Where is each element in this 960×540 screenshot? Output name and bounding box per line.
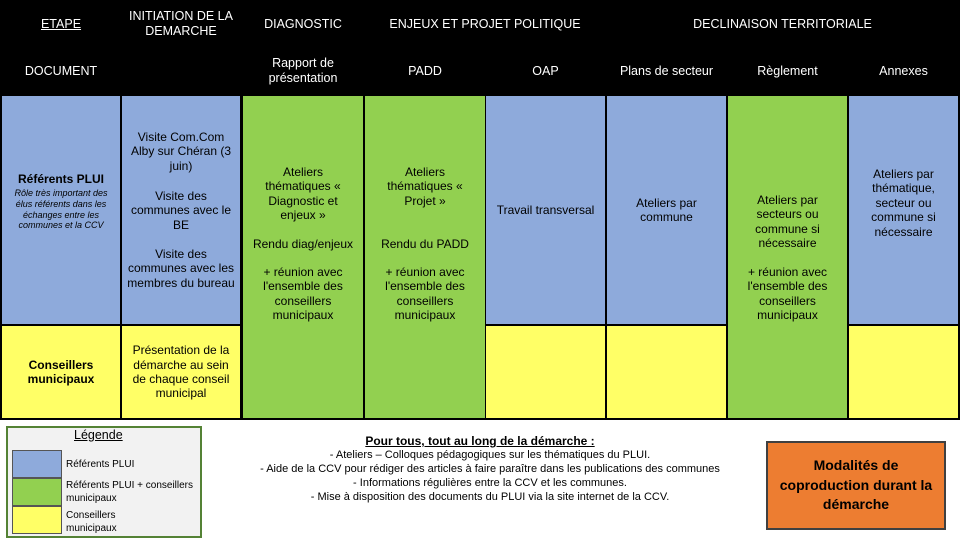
referents-row-label — [2, 96, 120, 324]
reglement-reunion: + réunion avec l'ensemble des conseillers municipaux — [747, 265, 828, 323]
annexes-text: Ateliers par thématique, secteur ou commune si nécessaire — [871, 167, 936, 239]
notes-title: Pour tous, tout au long de la démarche : — [365, 434, 595, 448]
oap-text: Travail transversal — [496, 203, 595, 217]
initiation-visit-2: Visite des communes avec le BE — [130, 189, 232, 232]
diagnostic-reunion: + réunion avec l'ensemble des conseillers municipaux — [263, 265, 343, 323]
document-plans — [607, 48, 726, 94]
document-label: DOCUMENT — [24, 63, 98, 78]
header-declinaison — [607, 2, 958, 46]
document-row-label — [2, 48, 120, 94]
conseillers-plans-cell — [607, 326, 726, 418]
legend-label-referents: Référents PLUI — [66, 459, 135, 470]
referents-title: Référents PLUI — [17, 172, 105, 186]
document-rapport — [243, 48, 363, 94]
diagnostic-cell — [243, 96, 363, 418]
etape-label: ETAPE — [40, 16, 82, 31]
padd-reunion: + réunion avec l'ensemble des conseillers municipaux — [385, 265, 465, 323]
document-initiation-empty — [122, 48, 240, 94]
notes-line-2: - Aide de la CCV pour rédiger des articles à faire paraître dans les publications des communes — [260, 463, 720, 476]
oap-label: OAP — [532, 63, 559, 78]
padd-cell — [365, 96, 485, 418]
legend-label-referents-conseillers: Référents PLUI + conseillers municipaux — [66, 480, 194, 504]
legend — [6, 426, 202, 538]
diagnostic-ateliers: Ateliers thématiques « Diagnostic et enjeux » — [265, 165, 341, 223]
document-oap — [486, 48, 605, 94]
header-etape — [2, 2, 120, 46]
coproduction-badge — [766, 441, 946, 530]
plans-label: Plans de secteur — [619, 63, 714, 78]
conseillers-title: Conseillers municipaux — [27, 357, 95, 386]
legend-swatch-yellow — [12, 506, 62, 534]
notes-block — [220, 434, 760, 504]
initiation-referents-cell — [122, 96, 240, 324]
plans-cell — [607, 96, 726, 324]
legend-title: Légende — [74, 428, 123, 442]
notes-line-1: - Ateliers – Colloques pédagogiques sur les thématiques du PLUI. — [329, 449, 651, 461]
conseillers-oap-cell — [486, 326, 605, 418]
coproduction-badge-text: Modalités de coproduction durant la démarche — [779, 457, 933, 513]
declinaison-label: DECLINAISON TERRITORIALE — [693, 16, 872, 31]
header-diagnostic — [243, 2, 363, 46]
conseillers-initiation-cell — [122, 326, 240, 418]
padd-rendu: Rendu du PADD — [381, 237, 469, 251]
plans-text: Ateliers par commune — [636, 196, 697, 225]
conseillers-annexes-cell — [849, 326, 958, 418]
conseillers-row-label — [2, 326, 120, 418]
legend-swatch-blue — [12, 450, 62, 478]
reglement-label: Règlement — [757, 63, 818, 78]
diagnostic-rendu: Rendu diag/enjeux — [252, 237, 354, 251]
document-padd — [365, 48, 485, 94]
oap-cell — [486, 96, 605, 324]
header-enjeux — [365, 2, 605, 46]
padd-ateliers: Ateliers thématiques « Projet » — [387, 165, 463, 208]
diagnostic-label: DIAGNOSTIC — [264, 16, 342, 31]
reglement-ateliers: Ateliers par secteurs ou commune si nécessaire — [755, 193, 820, 251]
conseillers-initiation-text: Présentation de la démarche au sein de chaque conseil municipal — [132, 343, 230, 401]
enjeux-label: ENJEUX ET PROJET POLITIQUE — [389, 16, 581, 31]
notes-line-4: - Mise à disposition des documents du PLUI via la site internet de la CCV. — [310, 491, 670, 504]
annexes-label: Annexes — [879, 63, 928, 78]
annexes-cell — [849, 96, 958, 324]
document-reglement — [728, 48, 847, 94]
document-annexes — [849, 48, 958, 94]
initiation-label: INITIATION DE LA DEMARCHE — [129, 9, 233, 38]
header-initiation — [122, 2, 240, 46]
reglement-cell — [728, 96, 847, 418]
legend-swatch-green — [12, 478, 62, 506]
initiation-visit-1: Visite Com.Com Alby sur Chéran (3 juin) — [130, 130, 232, 173]
initiation-visit-3: Visite des communes avec les membres du bureau — [127, 247, 235, 290]
padd-label: PADD — [408, 63, 442, 78]
legend-label-conseillers: Conseillers municipaux — [66, 510, 117, 534]
referents-subtitle: Rôle très important des élus référents dans les échanges entre les communes et la CCV — [14, 188, 108, 231]
notes-line-3: - Informations régulières entre la CCV et les communes. — [353, 477, 627, 490]
rapport-label: Rapport de présentation — [268, 56, 338, 85]
